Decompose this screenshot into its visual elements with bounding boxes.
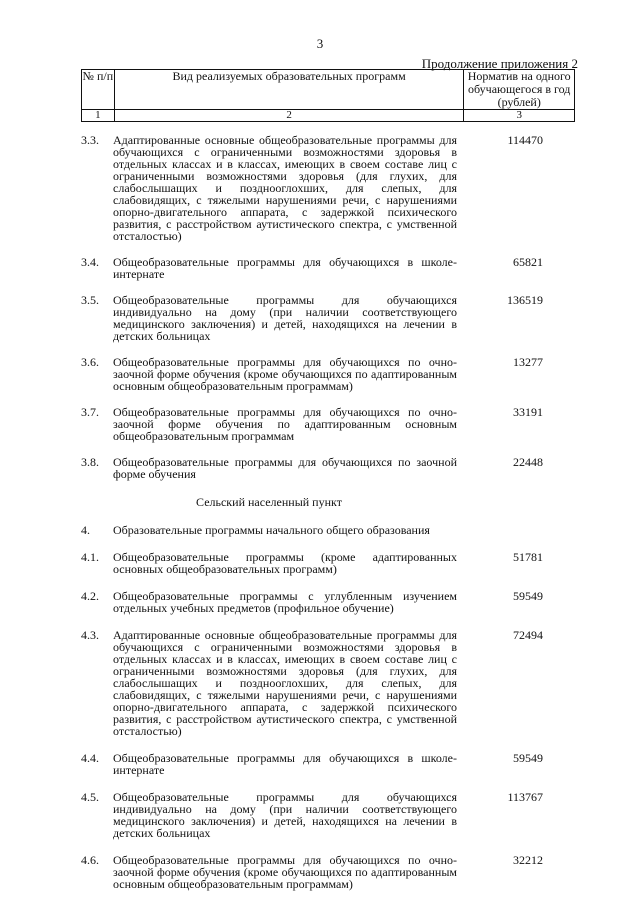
column-header-norm: Норматив на одного обучающегося в год (рублей)	[464, 70, 575, 110]
norm-value: 13277	[513, 355, 543, 369]
norm-value: 59549	[513, 751, 543, 765]
row-number: 3.5.	[81, 293, 99, 307]
program-name: Общеобразовательные программы для обучающихся в школе-интернате	[113, 255, 457, 281]
program-name: Общеобразовательные программы для обучающихся индивидуально на дому (при наличии соответствующего медицинского заключения) и детей, находящихся на лечении в детских больницах	[113, 293, 457, 343]
norm-value: 51781	[513, 550, 543, 564]
table-header	[81, 69, 575, 122]
table-row	[81, 551, 575, 575]
table-row	[81, 854, 575, 890]
row-number: 4.5.	[81, 790, 99, 804]
table-row	[81, 456, 575, 480]
row-number: 4.3.	[81, 628, 99, 642]
table-row	[81, 406, 575, 442]
column-index-1: 1	[82, 110, 115, 122]
norm-value: 33191	[513, 405, 543, 419]
table-row	[81, 356, 575, 392]
program-name: Общеобразовательные программы для обучающихся по очно-заочной форме обучения (кроме обучающихся по адаптированным основным общеобразовательным программам)	[113, 355, 457, 393]
column-index-2: 2	[114, 110, 464, 122]
table-row	[81, 629, 575, 737]
program-name: Общеобразовательные программы для обучающихся в школе-интернате	[113, 751, 457, 777]
table-row	[81, 590, 575, 614]
program-name: Общеобразовательные программы с углубленным изучением отдельных учебных предметов (профильное обучение)	[113, 589, 457, 615]
norm-value: 136519	[507, 293, 543, 307]
program-name: Адаптированные основные общеобразовательные программы для обучающихся с ограниченными возможностями здоровья в отдельных классах и в классах, имеющих в своем составе лиц с ограниченными возможностями здоровья (для глухих, для слабослышащих и позднооглохших, для слепых, для слабовидящих, с тяжелыми нарушениями речи, с нарушениями опорно-двигательного аппарата, с задержкой психического развития, с расстройством аутистического спектра, с умственной отсталостью)	[113, 628, 457, 738]
norm-value: 113767	[507, 790, 543, 804]
table-row	[81, 524, 575, 536]
program-name: Адаптированные основные общеобразовательные программы для обучающихся с ограниченными возможностями здоровья в отдельных классах и в классах, имеющих в своем составе лиц с ограниченными возможностями здоровья (для глухих, для слабослышащих и позднооглохших, для слепых, для слабовидящих, с тяжелыми нарушениями речи, с нарушениями опорно-двигательного аппарата, с задержкой психического развития, с расстройством аутистического спектра, с умственной отсталостью)	[113, 133, 457, 243]
section-title: Сельский населенный пункт	[196, 495, 342, 509]
row-number: 3.8.	[81, 455, 99, 469]
row-number: 3.4.	[81, 255, 99, 269]
row-number: 3.7.	[81, 405, 99, 419]
row-number: 3.6.	[81, 355, 99, 369]
program-name: Общеобразовательные программы для обучающихся индивидуально на дому (при наличии соответствующего медицинского заключения) и детей, находящихся на лечении в детских больницах	[113, 790, 457, 840]
table-body	[81, 120, 575, 890]
program-name: Общеобразовательные программы для обучающихся по очно-заочной форме обучения по адаптированным основным общеобразовательным программам	[113, 405, 457, 443]
program-name: Образовательные программы начального общего образования	[113, 523, 430, 537]
norm-value: 32212	[513, 853, 543, 867]
row-number: 4.1.	[81, 550, 99, 564]
row-number: 4.2.	[81, 589, 99, 603]
column-header-program-type: Вид реализуемых образовательных программ	[114, 70, 464, 110]
program-name: Общеобразовательные программы для обучающихся по очно-заочной форме обучения (кроме обучающихся по адаптированным основным общеобразовательным программам)	[113, 853, 457, 891]
norm-value: 22448	[513, 455, 543, 469]
table-row	[81, 256, 575, 280]
program-name: Общеобразовательные программы для обучающихся по заочной форме обучения	[113, 455, 457, 481]
norm-value: 114470	[507, 133, 543, 147]
row-number: 4.	[81, 523, 90, 537]
table-row	[81, 752, 575, 776]
row-number: 4.4.	[81, 751, 99, 765]
norm-value: 72494	[513, 628, 543, 642]
table-row	[81, 294, 575, 342]
table-row	[81, 791, 575, 839]
column-index-3: 3	[464, 110, 575, 122]
row-number: 3.3.	[81, 133, 99, 147]
page-number: 3	[316, 36, 324, 51]
norm-value: 59549	[513, 589, 543, 603]
norm-value: 65821	[513, 255, 543, 269]
program-name: Общеобразовательные программы (кроме адаптированных основных общеобразовательных программ)	[113, 550, 457, 576]
table-row	[81, 134, 575, 242]
column-header-number: № п/п	[82, 70, 115, 110]
appendix-continuation-note: Продолжение приложения 2	[421, 56, 578, 71]
row-number: 4.6.	[81, 853, 99, 867]
